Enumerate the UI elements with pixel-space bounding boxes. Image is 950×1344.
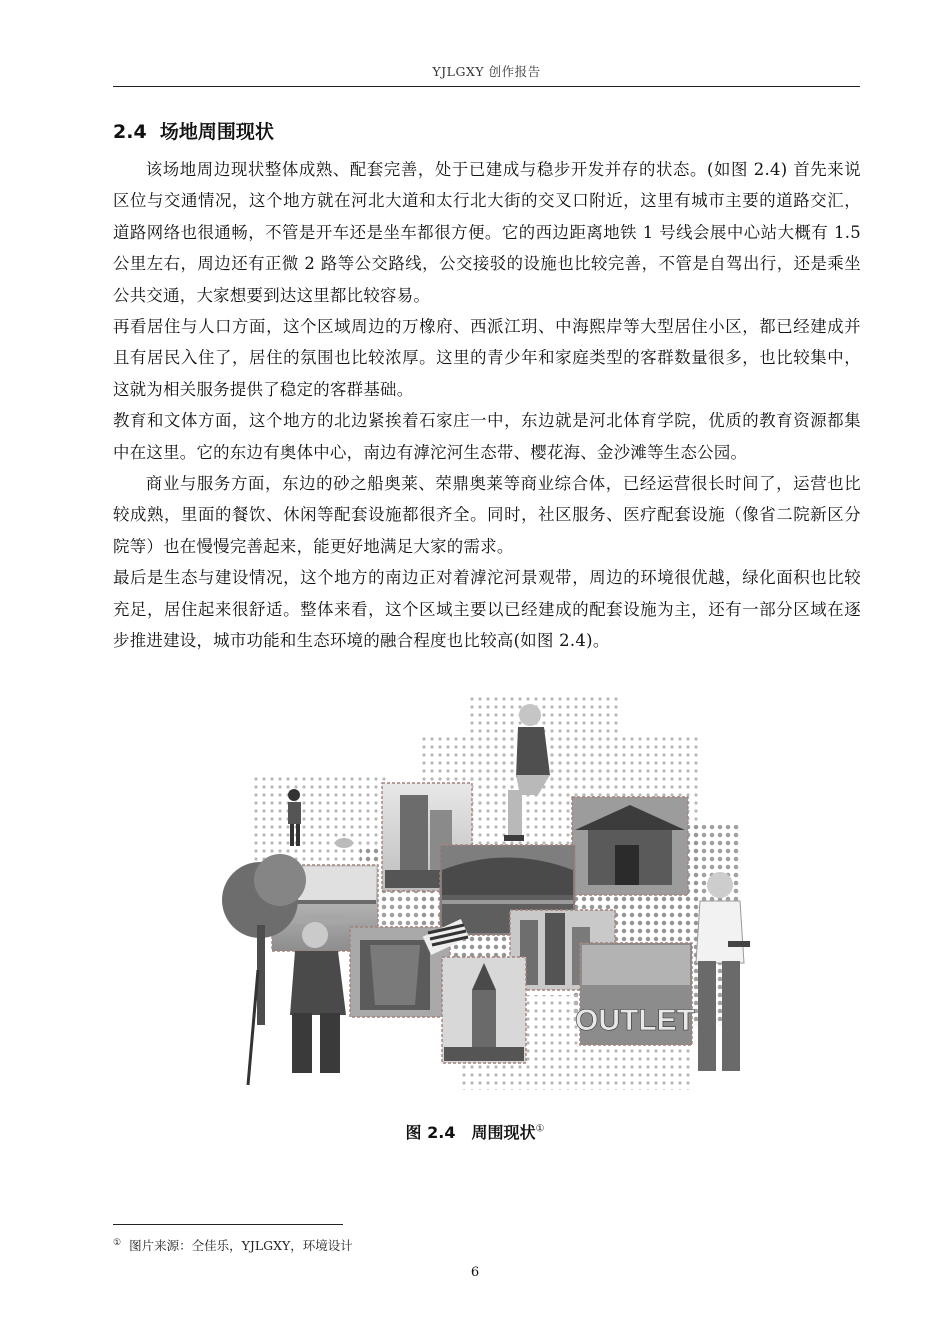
section-number: 2.4 [113,121,147,143]
figure-collage [220,695,750,1095]
elderly-man-with-book [696,872,750,1071]
page-number: 6 [470,1265,480,1280]
footnote-rule [113,1224,343,1225]
footnote-text: 图片来源：仝佳乐，YJLGXY，环境设计 [129,1238,353,1253]
outlet-sign: OUTLET [575,1004,695,1037]
tower-photo [442,957,526,1063]
page-header: YJLGXY 创作报告 [432,64,541,79]
section-heading [113,117,274,144]
body-text [113,154,861,657]
figure-caption [0,1120,950,1143]
outlet-mall-photo [575,943,695,1045]
paragraph-education-culture: 教育和文体方面，这个地方的北边紧挨着石家庄一中，东边就是河北体育学院，优质的教育资源都集中在这里。它的东边有奥体中心，南边有滹沱河生态带、樱花海、金沙滩等生态公园。 [113,411,861,462]
caption-footnote-mark: ① [535,1123,545,1135]
paragraph-location-transport: 该场地周边现状整体成熟、配套完善，处于已建成与稳步开发并存的状态。(如图 2.4) 首先来说区位与交通情况，这个地方就在河北大道和太行北大街的交叉口附近，这里有城市主要的道路交汇，道路网络也很通畅，不管是开车还是坐车都很方便。它的西边距离地铁 1 号线会展中心站大概有 1.5 公里左右，周边还有正微 2 路等公交路线，公交接驳的设施也比较完善，不管是自驾出行，还是乘坐公共交通，大家想要到达这里都比较容易。 [113,160,861,305]
section-title: 场地周围现状 [159,121,274,143]
paragraph-commerce-services: 商业与服务方面，东边的砂之船奥莱、荣鼎奥莱等商业综合体，已经运营很长时间了，运营也比较成熟，里面的餐饮、休闲等配套设施都很齐全。同时，社区服务、医疗配套设施（像省二院新区分院等）也在慢慢完善起来，能更好地满足大家的需求。 [113,474,861,556]
footnote [113,1236,353,1254]
footnote-mark: ① [113,1237,122,1248]
temple-photo [572,797,688,895]
paragraph-ecology-construction: 最后是生态与建设情况，这个地方的南边正对着滹沱河景观带，周边的环境很优越，绿化面积也比较充足，居住起来很舒适。整体来看，这个区域主要以已经建成的配套设施为主，还有一部分区域在逐步推进建设，城市功能和生态环境的融合程度也比较高(如图 2.4)。 [113,568,861,651]
figure-caption-text: 周围现状 [471,1123,536,1142]
figure-number: 图 2.4 [405,1123,456,1142]
paragraph-residence-population: 再看居住与人口方面，这个区域周边的万橡府、西派江玥、中海熙岸等大型居住小区，都已经建成并且有居民入住了，居住的氛围也比较浓厚。这里的青少年和家庭类型的客群数量很多，也比较集中，这就为相关服务提供了稳定的客群基础。 [113,317,861,399]
header-rule [113,86,860,87]
